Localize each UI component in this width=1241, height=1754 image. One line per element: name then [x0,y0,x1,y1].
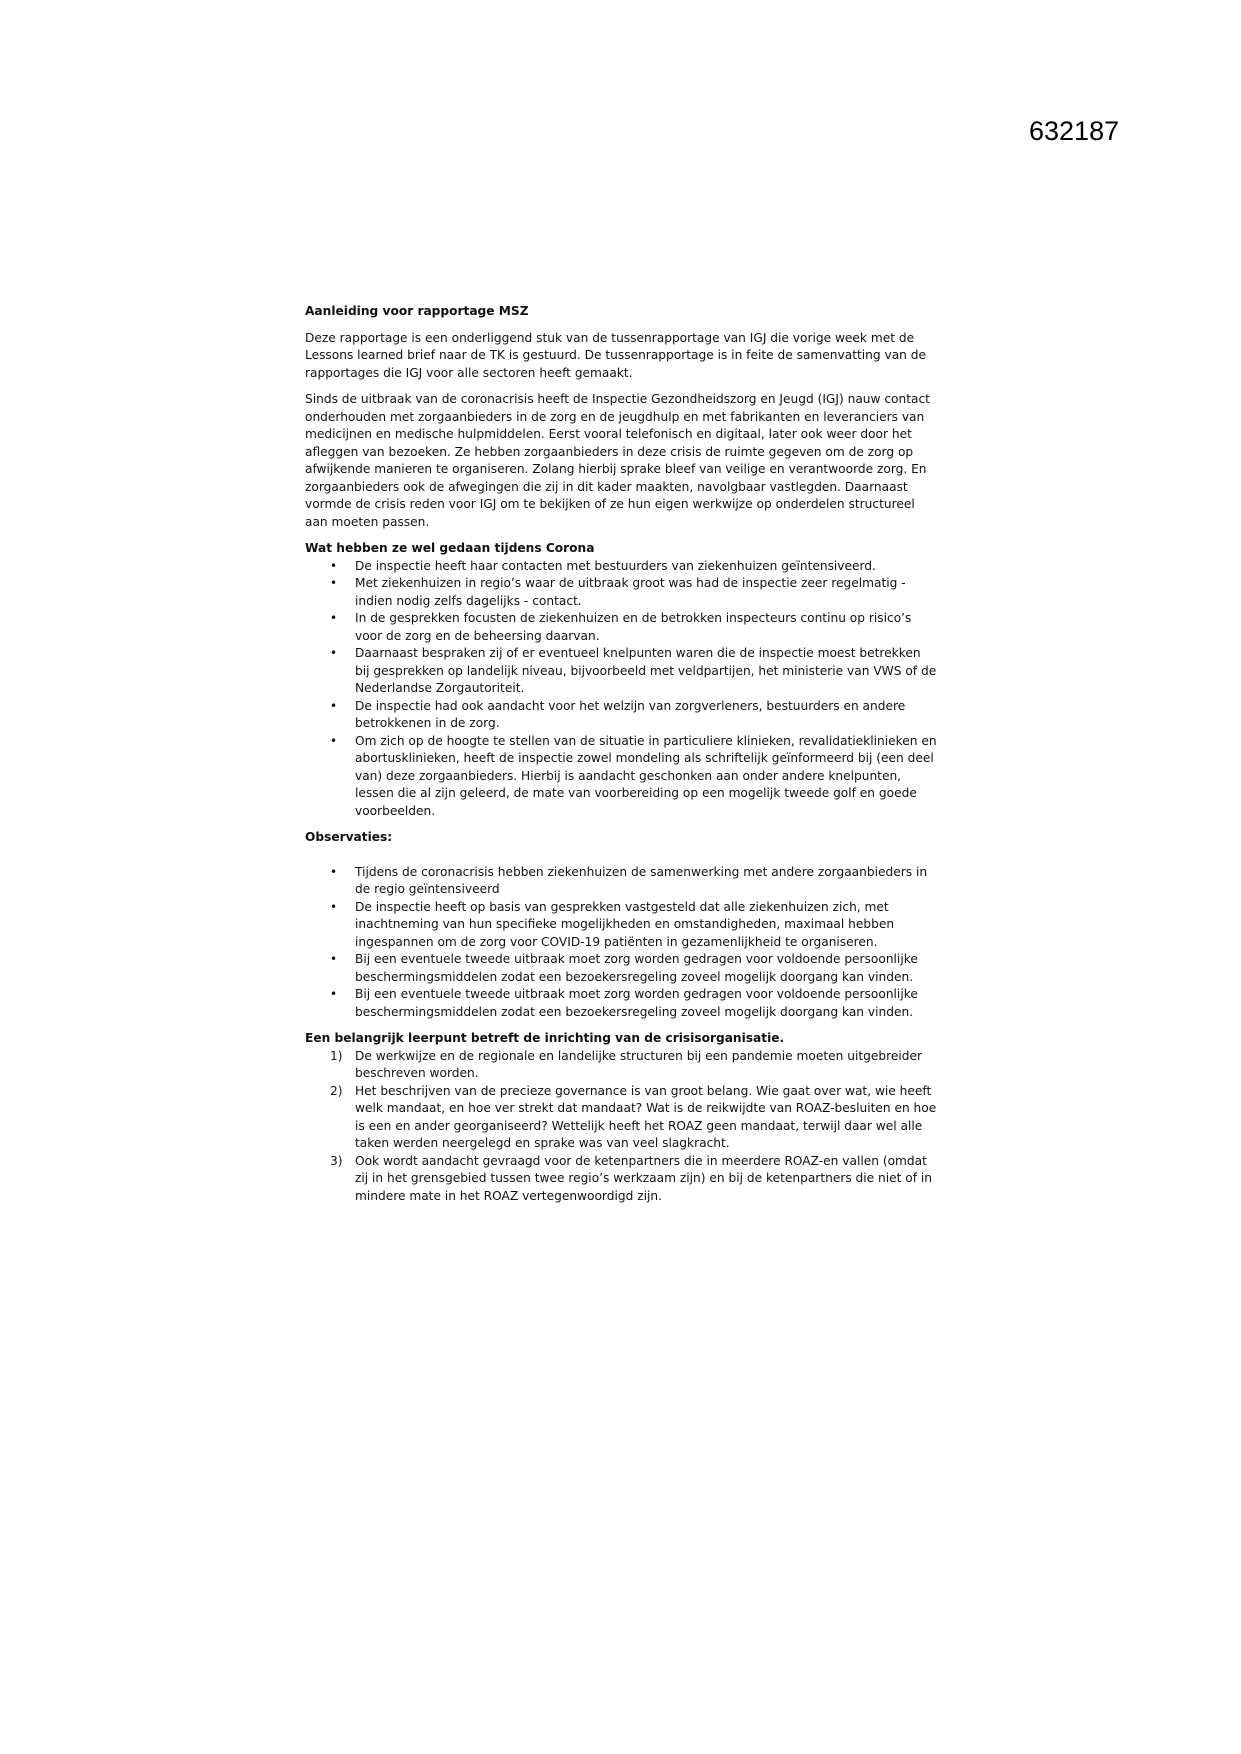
bullet-icon: • [330,952,338,966]
bullet-icon: • [330,899,338,914]
bullet-icon: • [330,576,338,590]
paragraph-context: Sinds de uitbraak van de coronacrisis heeft de Inspectie Gezondheidszorg en Jeugd (IGJ) nauw contact onderhouden met zorgaanbieders in de zorg en de jeugdhulp en met fabrikanten en leveranciers van medicijnen en medische hulpmiddelen. Eerst vooral telefonisch en digitaal, later ook weer door het afleggen van bezoeken. Ze hebben zorgaanbieders in deze crisis de ruimte gegeven om de zorg op afwijkende manieren te organiseren. Zolang hierbij sprake bleef van veilige en verantwoorde zorg. En zorgaanbieders ook de afwegingen die zij in dit kader maakten, navolgbaar vastlegden. Daarnaast vormde de crisis reden voor IGJ om te bekijken of ze hun eigen werkwijze op onderdelen structureel aan moeten passen. [305,392,930,529]
bullet-icon: • [330,611,338,625]
list-item: • Bij een eventuele tweede uitbraak moet zorg worden gedragen voor voldoende persoonlijke beschermingsmiddelen zodat een bezoekersregeling zoveel mogelijk doorgang kan vinden. [330,952,918,984]
list-item: 1) De werkwijze en de regionale en landelijke structuren bij een pandemie moeten uitgebreider beschreven worden. [330,1048,922,1080]
bullet-icon: • [330,864,338,879]
section-heading-gedaan: Wat hebben ze wel gedaan tijdens Corona [305,541,595,555]
list-item: • De inspectie had ook aandacht voor het welzijn van zorgverleners, bestuurders en andere betrokkenen in de zorg. [330,698,906,730]
bullet-icon: • [330,698,338,713]
bullet-icon: • [330,558,338,573]
list-item: • Bij een eventuele tweede uitbraak moet zorg worden gedragen voor voldoende persoonlijke beschermingsmiddelen zodat een bezoekersregeling zoveel mogelijk doorgang kan vinden. [330,987,918,1019]
document-body [305,303,937,1205]
list-item: 3) Ook wordt aandacht gevraagd voor de ketenpartners die in meerdere ROAZ-en vallen (omdat zij in het grensgebied tussen twee regio’s werkzaam zijn) en bij de ketenpartners die niet of in mindere mate in het ROAZ vertegenwoordigd zijn. [330,1153,933,1203]
paragraph-intro: Deze rapportage is een onderliggend stuk van de tussenrapportage van IGJ die vorige week met de Lessons learned brief naar de TK is gestuurd. De tussenrapportage is in feite de samenvatting van de rapportages die IGJ voor alle sectoren heeft gemaakt. [305,330,926,380]
section-heading-observaties: Observaties: [305,830,393,844]
list-item: • Met ziekenhuizen in regio’s waar de uitbraak groot was had de inspectie zeer regelmatig - indien nodig zelfs dagelijks - contact. [330,576,906,608]
bullet-list-gedaan [305,558,937,821]
section-heading-leerpunt: Een belangrijk leerpunt betreft de inrichting van de crisisorganisatie. [305,1031,785,1045]
section-heading-aanleiding: Aanleiding voor rapportage MSZ [305,304,529,318]
document-number: 632187 [1029,116,1120,146]
bullet-list-observaties [305,864,937,1022]
bullet-icon: • [330,733,338,748]
bullet-icon: • [330,646,338,660]
list-item: 2) Het beschrijven van de precieze governance is van groot belang. Wie gaat over wat, wie heeft welk mandaat, en hoe ver strekt dat mandaat? Wat is de reikwijdte van ROAZ-besluiten en hoe is een en ander georganiseerd? Wettelijk heeft het ROAZ geen mandaat, terwijl daar wel alle taken werden neergelegd en sprake was van veel slagkracht. [330,1083,937,1150]
list-item: • In de gesprekken focusten de ziekenhuizen en de betrokken inspecteurs continu op risico’s voor de zorg en de beheersing daarvan. [330,611,912,643]
list-item: • Daarnaast bespraken zij of er eventueel knelpunten waren die de inspectie moest betrekken bij gesprekken op landelijk niveau, bijvoorbeeld met veldpartijen, het ministerie van VWS of de Nederlandse Zorgautoriteit. [330,646,937,695]
list-item: • De inspectie heeft haar contacten met bestuurders van ziekenhuizen geïntensiveerd. [305,558,937,576]
list-item: • Tijdens de coronacrisis hebben ziekenhuizen de samenwerking met andere zorgaanbieders in de regio geïntensiveerd [330,864,928,896]
list-item: • De inspectie heeft op basis van gesprekken vastgesteld dat alle ziekenhuizen zich, met inachtneming van hun specifieke mogelijkheden en omstandigheden, maximaal hebben ingespannen om de zorg voor COVID-19 patiënten in gezamenlijkheid te organiseren. [330,899,895,949]
numbered-list-leerpunt [305,1048,937,1206]
bullet-icon: • [330,987,338,1001]
list-item: • Om zich op de hoogte te stellen van de situatie in particuliere klinieken, revalidatieklinieken en abortusklinieken, heeft de inspectie zowel mondeling als schriftelijk geïnformeerd bij (een deel van) deze zorgaanbieders. Hierbij is aandacht geschonken aan onder andere knelpunten, lessen die al zijn geleerd, de mate van voorbereiding op een mogelijk tweede golf en goede voorbeelden. [330,733,937,818]
